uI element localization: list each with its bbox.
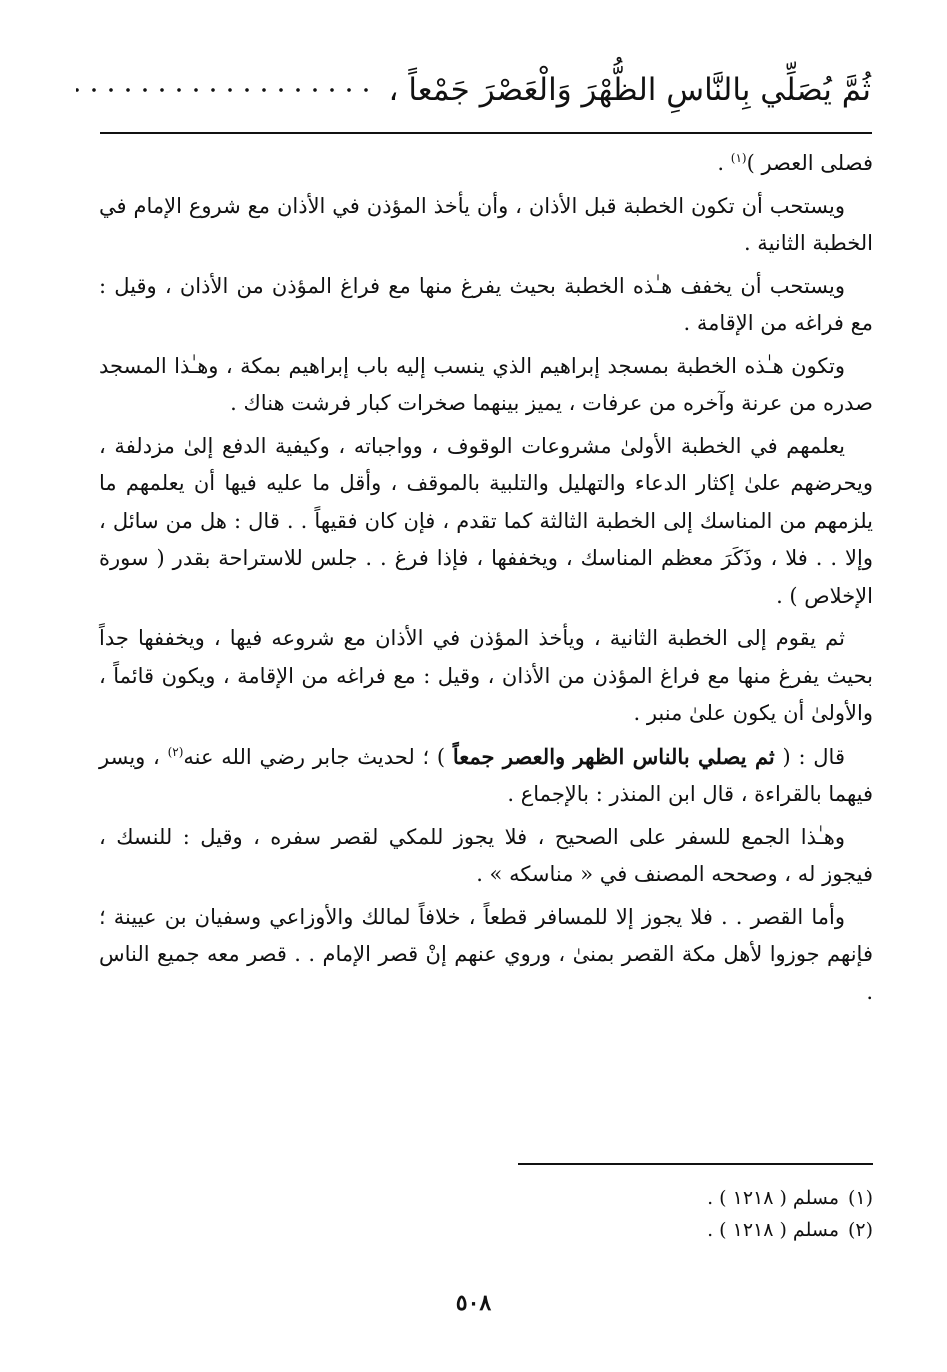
header-rule [100, 132, 872, 134]
page-number: ٥٠٨ [455, 1290, 492, 1316]
paragraph: ويستحب أن يخفف هـٰذه الخطبة بحيث يفرغ منها مع فراغ المؤذن من الأذان ، وقيل : مع فراغه من الإقامة . [99, 273, 873, 335]
paragraph: وأما القصر . . فلا يجوز إلا للمسافر قطعاً ، خلافاً لمالك والأوزاعي وسفيان بن عيينة ؛ فإنهم جوزوا لأهل مكة القصر بمنىٰ ، وروي عنهم إنْ قصر الإمام . . قصر معه جميع الناس . [99, 904, 873, 1004]
footnote-text: مسلم ( ١٢١٨ ) . [707, 1187, 839, 1209]
paragraph: يعلمهم في الخطبة الأولىٰ مشروعات الوقوف ، وواجباته ، وكيفية الدفع إلىٰ مزدلفة ، ويحرضهم علىٰ إكثار الدعاء والتهليل والتلبية بالموقف ، وأقل ما عليه فيها أن يعلمهم ما يلزمهم من المناسك إلى الخطبة الثالثة كما تقدم ، فإن كان فقيهاً . . قال : هل من سائل ، وإلا . . فلا ، وذَكَرَ معظم المناسك ، ويخففها ، فإذا فرغ . . جلس للاستراحة بقدر ( سورة الإخلاص ) . [99, 433, 873, 608]
footnote-number: (٢) [847, 1219, 873, 1241]
footnote-number: (١) [847, 1187, 873, 1209]
footnote-rule [518, 1163, 873, 1165]
paragraph: قال : ( ثم يصلي بالناس الظهر والعصر جمعاً ) ؛ لحديث جابر رضي الله عنه$^{(٢)}$ ، ويسر فيهما بالقراءة ، قال ابن المنذر : بالإجماع . [99, 743, 873, 806]
paragraph: وتكون هـٰذه الخطبة بمسجد إبراهيم الذي ينسب إليه باب إبراهيم بمكة ، وهـٰذا المسجد صدره من عرنة وآخره من عرفات ، يميز بينهما صخرات كبار فرشت هناك . [99, 353, 873, 415]
main-text [99, 145, 873, 1016]
paragraph: فصلى العصر )$^{(١)}$ . [717, 151, 873, 175]
paragraph: وهـٰذا الجمع للسفر على الصحيح ، فلا يجوز للمكي لقصر سفره ، وقيل : للنسك ، فيجوز له ، وصححه المصنف في « مناسكه » . [99, 824, 873, 886]
leader-dots [76, 87, 375, 93]
footnote-text: مسلم ( ١٢١٨ ) . [707, 1219, 839, 1241]
footnotes [473, 1182, 873, 1246]
quoted-matn: ثم يصلي بالناس الظهر والعصر جمعاً [452, 743, 775, 769]
running-head-text: ثُمَّ يُصَلِّي بِالنَّاسِ الظُّهْرَ وَالْعَصْرَ جَمْعاً ، [388, 72, 871, 108]
footnote [473, 1182, 873, 1214]
footnote-ref: (٢) [167, 744, 184, 759]
paragraph: ويستحب أن تكون الخطبة قبل الأذان ، وأن يأخذ المؤذن في الأذان مع شروع الإمام في الخطبة الثانية . [99, 193, 873, 255]
footnote [473, 1214, 873, 1246]
paragraph: ثم يقوم إلى الخطبة الثانية ، ويأخذ المؤذن في الأذان مع شروعه فيها ، ويخففها جداً بحيث يفرغ منها مع فراغ المؤذن من الأذان ، وقيل : مع فراغه من الإقامة ، ويكون قائماً ، والأولىٰ أن يكون علىٰ منبر . [99, 626, 873, 725]
footnote-ref: (١) [730, 151, 747, 165]
running-head [76, 62, 871, 118]
